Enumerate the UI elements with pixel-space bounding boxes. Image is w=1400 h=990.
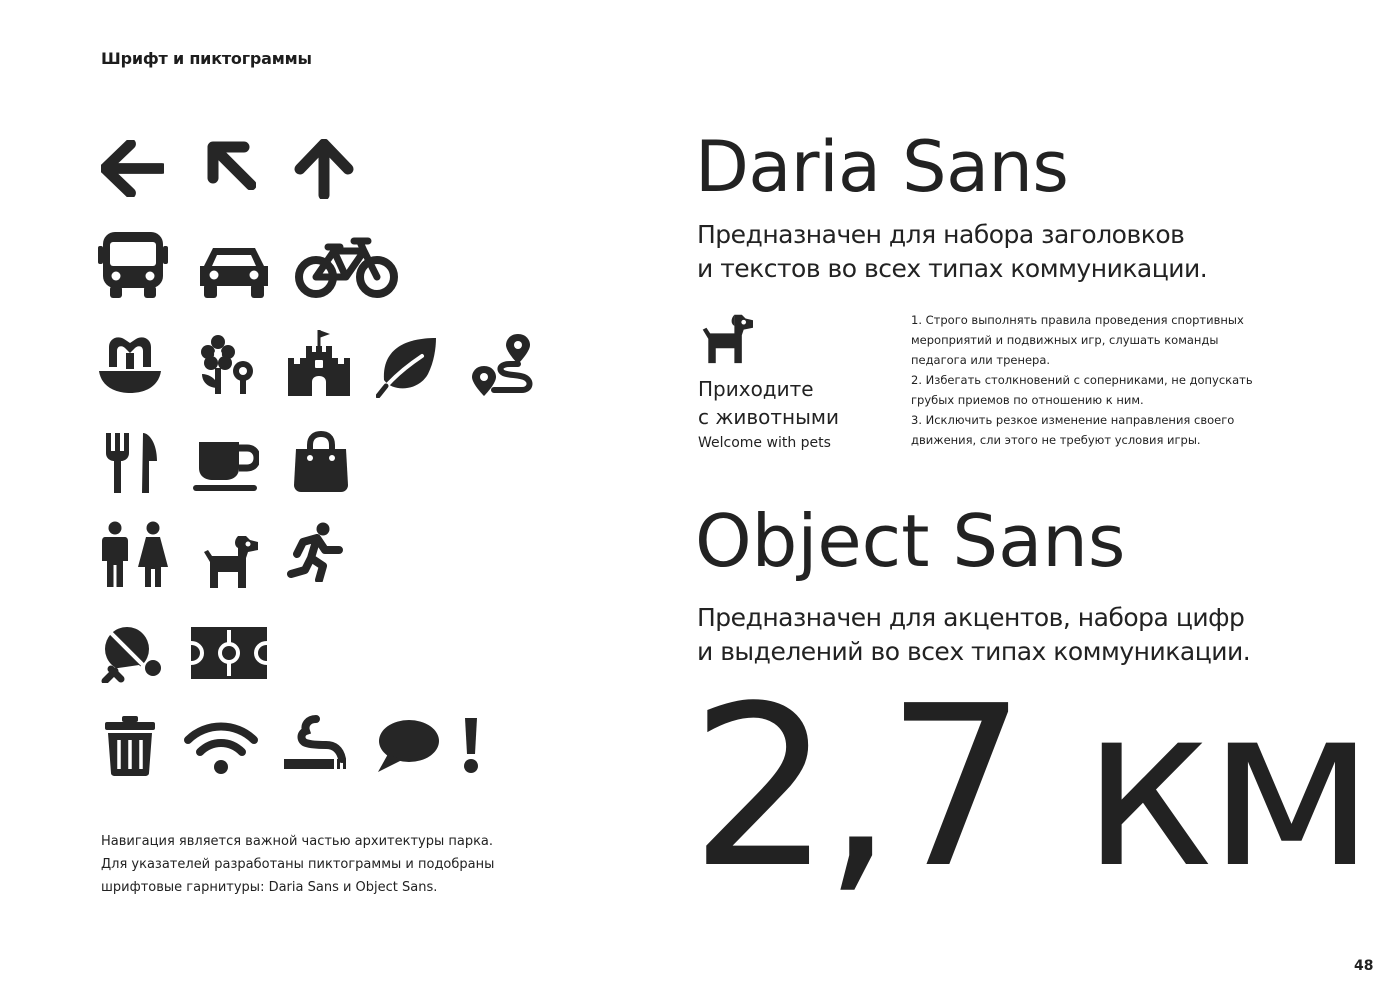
fork-knife-icon xyxy=(103,431,159,493)
rules-line: движения, сли этого не требуют условия игры. xyxy=(911,433,1201,447)
speech-bubble-icon xyxy=(376,718,440,774)
page-number: 48 xyxy=(1354,958,1374,974)
castle-icon xyxy=(286,328,352,396)
rules-line: мероприятий и подвижных игр, слушать команды xyxy=(911,333,1219,347)
caption-line: Для указателей разработаны пиктограммы и подобраны xyxy=(101,857,495,872)
bus-icon xyxy=(98,230,168,300)
arrow-up-icon xyxy=(294,139,354,199)
exclamation-icon xyxy=(461,716,481,774)
font-secondary-desc-line: и выделений во всех типах коммуникации. xyxy=(697,637,1251,666)
rules-text xyxy=(911,310,1281,450)
shopping-bag-icon xyxy=(292,431,350,493)
caption xyxy=(101,830,521,899)
flowers-icon xyxy=(196,332,258,396)
leaf-icon xyxy=(376,336,438,398)
route-icon xyxy=(468,332,536,396)
font-primary-desc-line: Предназначен для набора заголовков xyxy=(697,220,1185,249)
running-person-icon xyxy=(287,522,345,582)
smoking-area-icon xyxy=(282,715,348,773)
trash-bin-icon xyxy=(104,715,156,777)
rules-line: 3. Исключить резкое изменение направления своего xyxy=(911,413,1235,427)
arrow-up-left-icon xyxy=(206,140,256,190)
rules-line: 1. Строго выполнять правила проведения спортивных xyxy=(911,313,1244,327)
big-number-sample: 2,7 км xyxy=(690,659,1368,917)
car-icon xyxy=(198,244,270,299)
bicycle-icon xyxy=(294,237,399,299)
font-secondary-desc-line: Предназначен для акцентов, набора цифр xyxy=(697,603,1245,632)
font-secondary-name: Object Sans xyxy=(695,499,1126,583)
rules-line: грубых приемов по отношению к ним. xyxy=(911,393,1144,407)
football-field-icon xyxy=(190,626,268,680)
pets-ru-line1: Приходите xyxy=(698,377,814,401)
dog-icon xyxy=(697,311,755,365)
font-primary-name: Daria Sans xyxy=(695,126,1069,208)
font-primary-desc-line: и текстов во всех типах коммуникации. xyxy=(697,254,1208,283)
fountain-icon xyxy=(97,333,163,395)
table-tennis-icon xyxy=(101,625,163,683)
wifi-icon xyxy=(184,720,258,776)
section-title: Шрифт и пиктограммы xyxy=(101,49,312,68)
pets-en: Welcome with pets xyxy=(698,435,831,451)
arrow-left-icon xyxy=(101,140,164,197)
rules-line: 2. Избегать столкновений с соперниками, не допускать xyxy=(911,373,1253,387)
pets-ru-line2: с животными xyxy=(698,405,839,429)
toilets-icon xyxy=(101,521,169,589)
caption-line: Навигация является важной частью архитектуры парка. xyxy=(101,834,494,849)
coffee-cup-icon xyxy=(193,438,259,492)
dog-icon xyxy=(198,532,260,590)
font-primary-description xyxy=(697,218,1207,286)
caption-line: шрифтовые гарнитуры: Daria Sans и Object Sans. xyxy=(101,880,438,895)
rules-line: педагога или тренера. xyxy=(911,353,1051,367)
pets-sign-text xyxy=(698,375,839,454)
